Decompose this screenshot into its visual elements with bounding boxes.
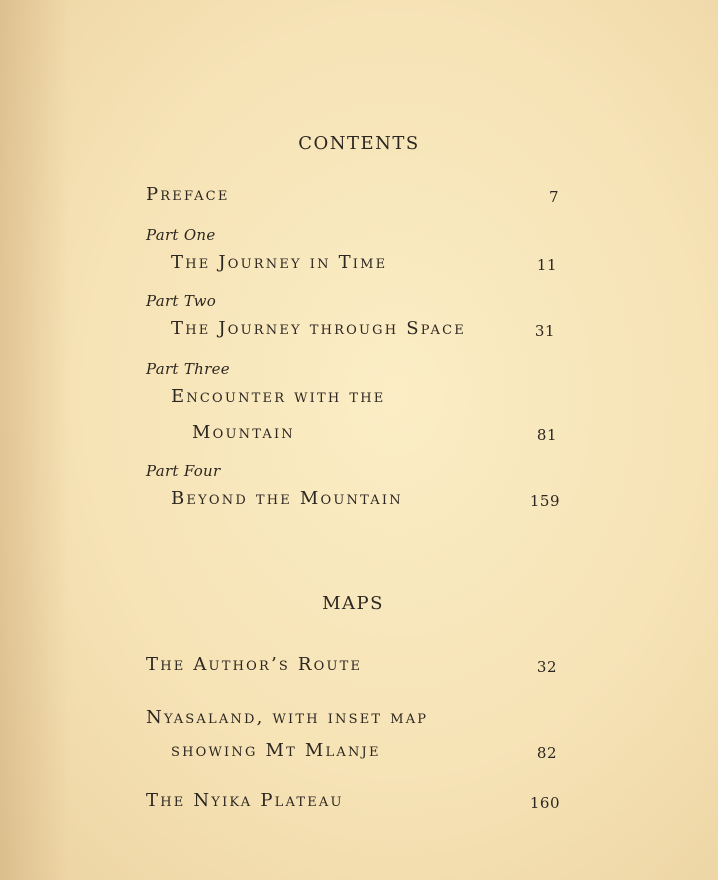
toc-part-label-1: Part One — [146, 226, 216, 244]
map-page-2: 82 — [536, 744, 557, 762]
toc-page-part-3: 81 — [536, 426, 557, 444]
toc-part-label-3: Part Three — [146, 360, 230, 378]
map-entry-3: The Nyika Plateau — [146, 790, 344, 811]
toc-part-label-4: Part Four — [146, 462, 221, 480]
toc-page-preface: 7 — [548, 188, 559, 206]
map-page-1: 32 — [536, 658, 557, 676]
map-entry-1: The Author’s Route — [146, 654, 363, 675]
toc-page-part-2: 31 — [534, 322, 555, 340]
toc-entry-part-3-line-2: Mountain — [192, 422, 295, 443]
map-entry-2-line-1: Nyasaland, with inset map — [146, 707, 429, 728]
toc-entry-part-1: The Journey in Time — [171, 252, 388, 273]
map-page-3: 160 — [529, 794, 560, 812]
toc-page-part-4: 159 — [529, 492, 560, 510]
toc-entry-part-3-line-1: Encounter with the — [171, 386, 386, 407]
toc-entry-part-2: The Journey through Space — [171, 318, 466, 339]
toc-entry-preface: Preface — [146, 184, 230, 205]
map-entry-2-line-2: showing Mt Mlanje — [171, 740, 381, 761]
page-shadow — [0, 0, 70, 880]
contents-heading: CONTENTS — [298, 133, 420, 154]
maps-heading: MAPS — [322, 593, 384, 614]
toc-page-part-1: 11 — [536, 256, 557, 274]
toc-part-label-2: Part Two — [146, 292, 217, 310]
toc-entry-part-4: Beyond the Mountain — [171, 488, 403, 509]
